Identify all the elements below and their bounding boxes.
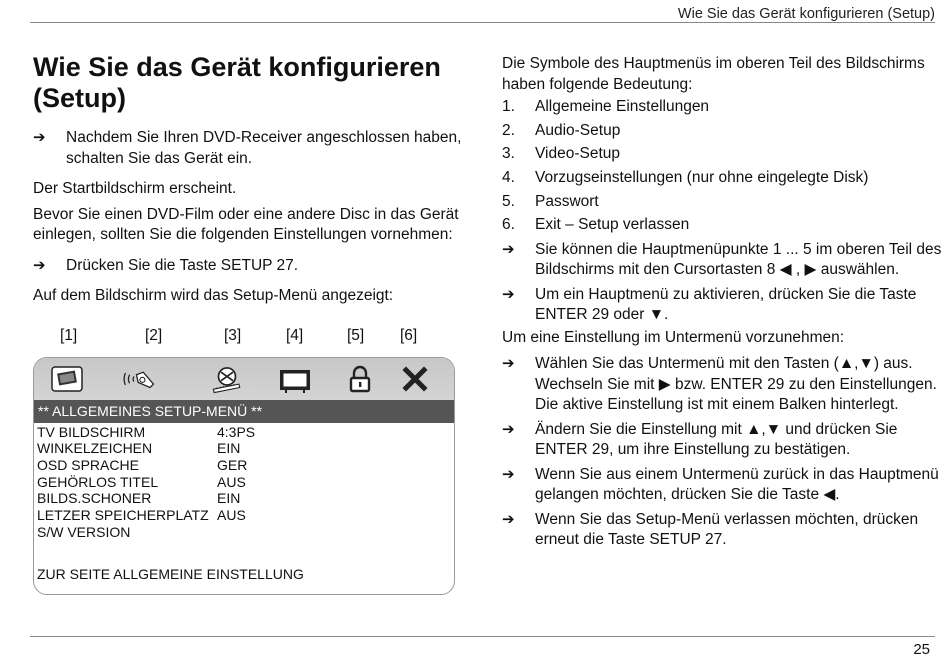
menu-row-value: EIN bbox=[217, 440, 241, 457]
list-text: Exit – Setup verlassen bbox=[535, 216, 690, 234]
instruction-text: Wenn Sie das Setup-Menü verlassen möchten, drücken erneut die Taste SETUP 27. bbox=[535, 510, 919, 549]
arrow-icon: ➔ bbox=[502, 420, 515, 438]
menu-row-value: AUS bbox=[217, 506, 246, 523]
list-item bbox=[502, 121, 942, 142]
list-text: Allgemeine Einstellungen bbox=[535, 98, 710, 115]
menu-row-label: GEHÖRLOS TITEL bbox=[37, 473, 159, 490]
instruction-change-setting bbox=[502, 420, 942, 461]
list-text: Vorzugseinstellungen (nur ohne eingelegte Disk) bbox=[535, 169, 869, 187]
tab-label-2: [2] bbox=[145, 326, 163, 344]
video-film-icon bbox=[210, 364, 244, 394]
list-item bbox=[502, 215, 942, 236]
list-text: Passwort bbox=[535, 192, 599, 210]
page-number: 25 bbox=[913, 641, 930, 658]
left-column bbox=[33, 52, 473, 595]
monitor-icon bbox=[278, 364, 312, 394]
arrow-icon: ➔ bbox=[33, 129, 46, 146]
tab-label-6: [6] bbox=[400, 326, 418, 344]
list-number: 5. bbox=[502, 192, 515, 210]
menu-icon-bar bbox=[34, 358, 454, 400]
exit-x-icon bbox=[398, 364, 432, 394]
list-item bbox=[502, 192, 942, 213]
arrow-icon: ➔ bbox=[502, 240, 515, 258]
tab-label-3: [3] bbox=[224, 326, 242, 344]
menu-row-label: OSD SPRACHE bbox=[37, 456, 139, 473]
instruction-exit-setup bbox=[502, 510, 942, 551]
list-text: Audio-Setup bbox=[535, 121, 621, 139]
instruction-select-menu bbox=[502, 240, 942, 281]
menu-row-label: BILDS.SCHONER bbox=[37, 490, 152, 507]
paragraph-submenu: Um eine Einstellung im Untermenü vorzunehmen: bbox=[502, 328, 845, 346]
instruction-text: Nachdem Sie Ihren DVD-Receiver angeschlossen haben, schalten Sie das Gerät ein. bbox=[66, 129, 462, 167]
instruction-text: Drücken Sie die Taste SETUP 27. bbox=[66, 256, 299, 274]
list-text: Video-Setup bbox=[535, 145, 621, 163]
lock-icon bbox=[343, 364, 377, 394]
right-column bbox=[502, 54, 942, 551]
menu-row-value: 4:3PS bbox=[217, 423, 256, 440]
menu-row-label: LETZER SPEICHERPLATZ bbox=[37, 506, 209, 523]
list-number: 2. bbox=[502, 121, 515, 139]
paragraph-symbols-intro: Die Symbole des Hauptmenüs im oberen Teil des Bildschirms haben folgende Bedeutung: bbox=[502, 55, 925, 93]
list-item bbox=[502, 97, 942, 118]
tab-label-1: [1] bbox=[60, 326, 78, 344]
instruction-return-main bbox=[502, 465, 942, 506]
paragraph-before-disc: Bevor Sie einen DVD-Film oder eine andere Disc in das Gerät einlegen, sollten Sie die folgenden Einstellungen vornehmen: bbox=[33, 205, 459, 243]
menu-row-label: TV BILDSCHIRM bbox=[37, 423, 146, 440]
instruction-choose-submenu bbox=[502, 354, 942, 416]
list-item bbox=[502, 168, 942, 189]
instruction-text: Wählen Sie das Untermenü mit den Tasten (▲,▼) aus. Wechseln Sie mit ▶ bzw. ENTER 29 zu den Einstellungen. Die aktive Einstellung ist mit einem Balken hinterlegt. bbox=[535, 355, 937, 414]
instruction-activate-menu bbox=[502, 285, 942, 326]
instruction-step-2 bbox=[33, 256, 473, 277]
list-number: 3. bbox=[502, 145, 515, 163]
menu-row-label: S/W VERSION bbox=[37, 523, 131, 540]
arrow-icon: ➔ bbox=[502, 355, 515, 373]
arrow-icon: ➔ bbox=[33, 256, 46, 274]
header-rule bbox=[30, 22, 935, 23]
arrow-icon: ➔ bbox=[502, 465, 515, 483]
menu-header-bar: ** ALLGEMEINES SETUP-MENÜ ** bbox=[34, 400, 454, 423]
page-title: Wie Sie das Gerät konfigurieren (Setup) bbox=[33, 52, 441, 113]
instruction-text: Sie können die Hauptmenüpunkte 1 ... 5 im oberen Teil des Bildschirms mit den Cursortasten 8 ◀ , ▶ auswählen. bbox=[535, 240, 942, 279]
list-item bbox=[502, 144, 942, 165]
figure-tab-labels bbox=[33, 327, 473, 349]
menu-row-value: EIN bbox=[217, 490, 241, 507]
instruction-text: Um ein Hauptmenü zu aktivieren, drücken Sie die Taste ENTER 29 oder ▼. bbox=[535, 285, 917, 324]
instruction-step-1 bbox=[33, 128, 473, 169]
menu-row-label: WINKELZEICHEN bbox=[37, 440, 153, 457]
instruction-text: Ändern Sie die Einstellung mit ▲,▼ und drücken Sie ENTER 29, um ihre Einstellung zu bestätigen. bbox=[535, 420, 898, 459]
tab-label-4: [4] bbox=[286, 326, 304, 344]
tab-label-5: [5] bbox=[347, 326, 365, 344]
menu-symbol-list bbox=[502, 97, 942, 236]
instruction-text: Wenn Sie aus einem Untermenü zurück in das Hauptmenü gelangen möchten, drücken Sie die Taste ◀. bbox=[535, 465, 939, 504]
arrow-icon: ➔ bbox=[502, 285, 515, 303]
arrow-icon: ➔ bbox=[502, 510, 515, 528]
running-header: Wie Sie das Gerät konfigurieren (Setup) bbox=[677, 6, 935, 22]
footer-rule bbox=[30, 636, 935, 637]
tv-icon bbox=[50, 364, 84, 394]
menu-row-value: GER bbox=[217, 456, 248, 473]
list-number: 1. bbox=[502, 98, 515, 115]
menu-footer-text: ZUR SEITE ALLGEMEINE EINSTELLUNG bbox=[37, 565, 304, 582]
menu-row-value: AUS bbox=[217, 473, 246, 490]
paragraph-start-screen: Der Startbildschirm erscheint. bbox=[33, 180, 237, 197]
setup-menu-figure bbox=[33, 357, 455, 595]
paragraph-setup-menu: Auf dem Bildschirm wird das Setup-Menü angezeigt: bbox=[33, 287, 394, 304]
list-number: 4. bbox=[502, 169, 515, 187]
audio-speaker-icon bbox=[122, 364, 156, 394]
list-number: 6. bbox=[502, 216, 515, 234]
